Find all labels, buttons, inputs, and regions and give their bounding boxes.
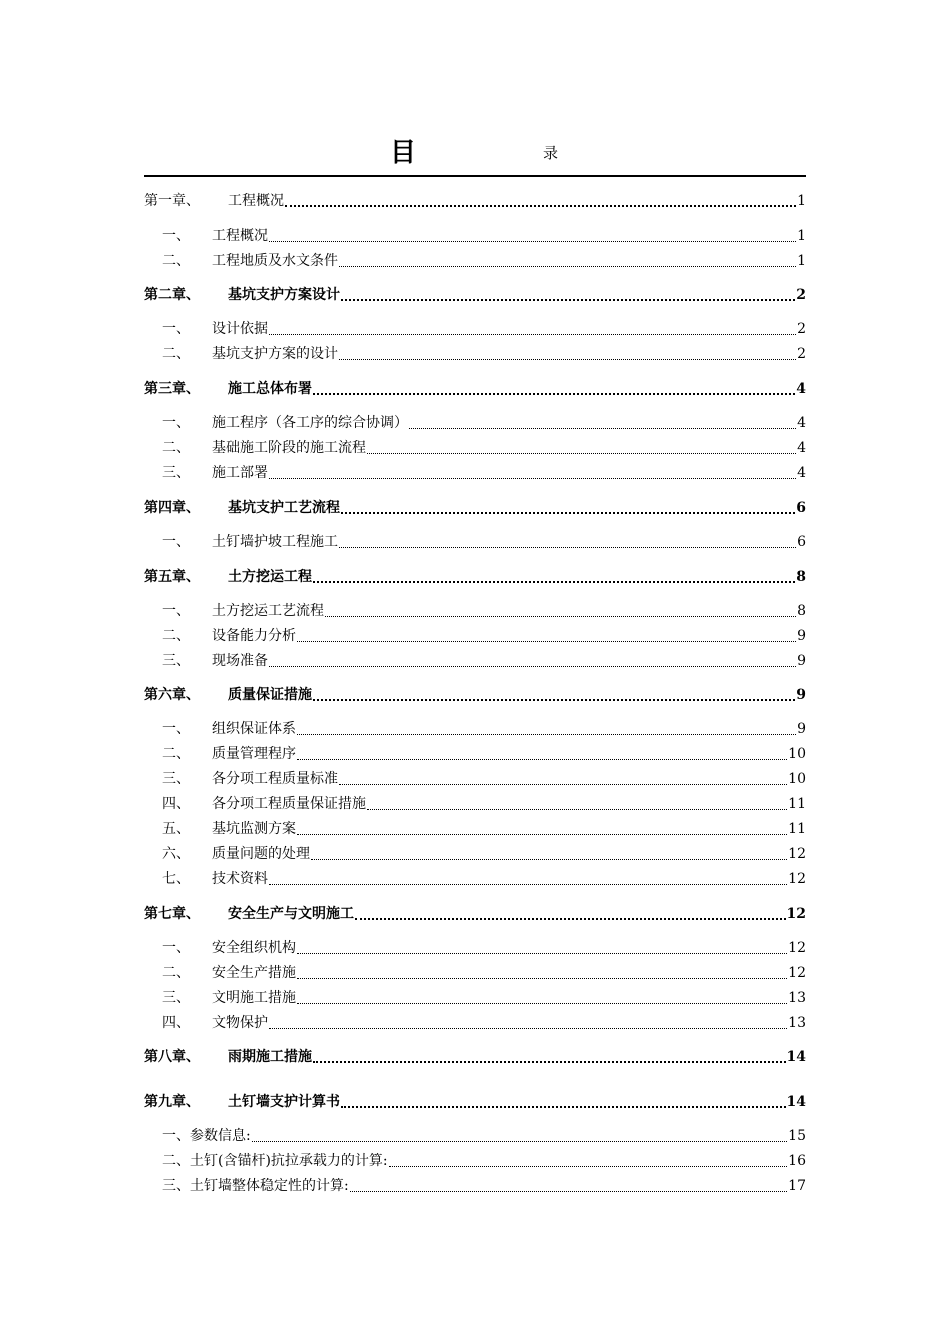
toc-entry-page: 13 [788, 990, 806, 1006]
title-divider [144, 175, 806, 177]
toc-leader-dots [355, 904, 786, 920]
toc-entry-number: 一、 [162, 228, 190, 244]
toc-section-entry[interactable] [144, 868, 806, 888]
toc-leader-dots [269, 1014, 787, 1029]
toc-section-entry[interactable] [144, 962, 806, 982]
toc-entry-number: 第七章、 [144, 906, 200, 922]
toc-entry-label: 基础施工阶段的施工流程 [212, 440, 366, 456]
toc-entry-number: 五、 [162, 821, 190, 837]
toc-entry-number: 二、 [162, 746, 190, 762]
toc-chapter-entry[interactable] [144, 566, 806, 586]
toc-entry-page: 11 [788, 821, 806, 837]
toc-entry-label: 质量管理程序 [212, 746, 296, 762]
toc-entry-label: 土方挖运工程 [228, 569, 312, 585]
toc-section-entry[interactable] [144, 768, 806, 788]
toc-leader-dots [339, 345, 796, 360]
toc-leader-dots [297, 745, 787, 760]
toc-entry-label: 工程概况 [212, 228, 268, 244]
toc-entry-label: 基坑监测方案 [212, 821, 296, 837]
toc-entry-page: 13 [788, 1015, 806, 1031]
toc-entry-number: 二、 [162, 965, 190, 981]
toc-leader-dots [297, 939, 787, 954]
toc-entry-number: 六、 [162, 846, 190, 862]
toc-chapter-entry[interactable] [144, 378, 806, 398]
toc-chapter-entry[interactable] [144, 284, 806, 304]
toc-entry-page: 9 [797, 628, 806, 644]
toc-entry-label: 基坑支护工艺流程 [228, 500, 340, 516]
toc-leader-dots [285, 191, 796, 207]
toc-leader-dots [313, 567, 795, 583]
toc-entry-number: 二、 [162, 440, 190, 456]
toc-chapter-entry[interactable] [144, 190, 806, 210]
toc-section-entry[interactable] [144, 1175, 806, 1195]
toc-entry-page: 6 [797, 534, 806, 550]
toc-entry-page: 16 [788, 1153, 806, 1169]
toc-entry-page: 1 [797, 193, 806, 209]
toc-entry-label: 设备能力分析 [212, 628, 296, 644]
toc-section-entry[interactable] [144, 225, 806, 245]
toc-entry-page: 4 [796, 381, 806, 397]
toc-entry-page: 12 [788, 965, 806, 981]
toc-entry-page: 12 [788, 871, 806, 887]
toc-section-entry[interactable] [144, 462, 806, 482]
toc-section-entry[interactable] [144, 250, 806, 270]
toc-entry-number: 第八章、 [144, 1049, 200, 1065]
toc-leader-dots [367, 439, 796, 454]
toc-leader-dots [313, 379, 795, 395]
toc-entry-number: 二、 [162, 346, 190, 362]
toc-entry-number: 七、 [162, 871, 190, 887]
toc-entry-label: 基坑支护方案设计 [228, 287, 340, 303]
toc-entry-label: 各分项工程质量标准 [212, 771, 338, 787]
toc-section-entry[interactable] [144, 818, 806, 838]
toc-entry-label: 三、土钉墙整体稳定性的计算: [162, 1178, 349, 1194]
toc-leader-dots [341, 1092, 786, 1108]
toc-entry-label: 质量保证措施 [228, 687, 312, 703]
toc-entry-number: 三、 [162, 771, 190, 787]
toc-entry-label: 一、参数信息: [162, 1128, 251, 1144]
toc-section-entry[interactable] [144, 937, 806, 957]
toc-entry-page: 4 [797, 465, 806, 481]
toc-entry-page: 8 [797, 603, 806, 619]
toc-entry-number: 第二章、 [144, 287, 200, 303]
toc-entry-label: 雨期施工措施 [228, 1049, 312, 1065]
toc-entry-label: 技术资料 [212, 871, 268, 887]
toc-entry-page: 1 [797, 253, 806, 269]
toc-leader-dots [389, 1152, 788, 1167]
toc-entry-number: 第五章、 [144, 569, 200, 585]
toc-section-entry[interactable] [144, 743, 806, 763]
toc-leader-dots [297, 820, 787, 835]
toc-leader-dots [297, 720, 796, 735]
toc-entry-page: 17 [788, 1178, 806, 1194]
toc-entry-number: 三、 [162, 653, 190, 669]
toc-leader-dots [341, 285, 795, 301]
toc-chapter-entry[interactable] [144, 684, 806, 704]
toc-entry-label: 施工部署 [212, 465, 268, 481]
toc-leader-dots [313, 1047, 786, 1063]
toc-leader-dots [325, 602, 796, 617]
toc-leader-dots [269, 227, 796, 242]
toc-leader-dots [269, 320, 796, 335]
toc-entry-number: 一、 [162, 321, 190, 337]
toc-entry-number: 二、 [162, 253, 190, 269]
toc-section-entry[interactable] [144, 843, 806, 863]
toc-entry-page: 11 [788, 796, 806, 812]
toc-title-secondary: 录 [543, 144, 559, 162]
toc-entry-page: 2 [796, 287, 806, 303]
toc-leader-dots [409, 414, 796, 429]
toc-entry-label: 安全生产与文明施工 [228, 906, 354, 922]
toc-leader-dots [297, 627, 796, 642]
toc-entry-label: 土钉墙支护计算书 [228, 1094, 340, 1110]
toc-entry-label: 施工程序（各工序的综合协调） [212, 415, 408, 431]
toc-entry-label: 安全生产措施 [212, 965, 296, 981]
toc-entry-page: 9 [796, 687, 806, 703]
toc-entry-page: 12 [786, 906, 806, 922]
toc-entry-number: 一、 [162, 534, 190, 550]
toc-section-entry[interactable] [144, 1150, 806, 1170]
toc-section-entry[interactable] [144, 793, 806, 813]
toc-section-entry[interactable] [144, 531, 806, 551]
toc-leader-dots [350, 1177, 787, 1192]
toc-entry-page: 6 [796, 500, 806, 516]
toc-entry-number: 一、 [162, 603, 190, 619]
toc-entry-page: 12 [788, 846, 806, 862]
toc-entry-number: 三、 [162, 990, 190, 1006]
toc-entry-page: 4 [797, 440, 806, 456]
toc-entry-page: 10 [788, 746, 806, 762]
toc-leader-dots [297, 964, 787, 979]
toc-entry-page: 14 [786, 1094, 806, 1110]
toc-entry-page: 12 [788, 940, 806, 956]
toc-entry-number: 一、 [162, 940, 190, 956]
toc-entry-label: 工程概况 [228, 193, 284, 209]
toc-entry-page: 1 [797, 228, 806, 244]
toc-section-entry[interactable] [144, 1012, 806, 1032]
toc-leader-dots [367, 795, 787, 810]
toc-entry-number: 第一章、 [144, 193, 200, 209]
toc-entry-number: 四、 [162, 796, 190, 812]
toc-leader-dots [311, 845, 787, 860]
toc-entry-label: 组织保证体系 [212, 721, 296, 737]
toc-leader-dots [339, 533, 796, 548]
toc-leader-dots [313, 685, 795, 701]
toc-entry-label: 各分项工程质量保证措施 [212, 796, 366, 812]
toc-entry-label: 土钉墙护坡工程施工 [212, 534, 338, 550]
toc-leader-dots [269, 870, 787, 885]
toc-section-entry[interactable] [144, 318, 806, 338]
toc-entry-label: 工程地质及水文条件 [212, 253, 338, 269]
toc-section-entry[interactable] [144, 625, 806, 645]
toc-entry-page: 8 [796, 569, 806, 585]
toc-entry-label: 质量问题的处理 [212, 846, 310, 862]
toc-entry-page: 9 [797, 721, 806, 737]
toc-entry-page: 2 [797, 321, 806, 337]
toc-entry-label: 土方挖运工艺流程 [212, 603, 324, 619]
toc-section-entry[interactable] [144, 650, 806, 670]
toc-entry-number: 第九章、 [144, 1094, 200, 1110]
toc-chapter-entry[interactable] [144, 497, 806, 517]
toc-section-entry[interactable] [144, 600, 806, 620]
toc-entry-label: 施工总体布署 [228, 381, 312, 397]
toc-section-entry[interactable] [144, 987, 806, 1007]
toc-entry-number: 第三章、 [144, 381, 200, 397]
toc-entry-label: 文物保护 [212, 1015, 268, 1031]
toc-leader-dots [339, 770, 787, 785]
toc-entry-number: 第四章、 [144, 500, 200, 516]
toc-section-entry[interactable] [144, 718, 806, 738]
toc-entry-number: 一、 [162, 415, 190, 431]
toc-entry-number: 第六章、 [144, 687, 200, 703]
toc-leader-dots [269, 652, 796, 667]
toc-entry-page: 14 [786, 1049, 806, 1065]
toc-entry-page: 2 [797, 346, 806, 362]
toc-section-entry[interactable] [144, 343, 806, 363]
toc-section-entry[interactable] [144, 437, 806, 457]
toc-entry-number: 三、 [162, 465, 190, 481]
toc-title-main: 目 [390, 138, 417, 168]
toc-section-entry[interactable] [144, 412, 806, 432]
toc-entry-label: 设计依据 [212, 321, 268, 337]
toc-entry-label: 二、土钉(含锚杆)抗拉承载力的计算: [162, 1153, 388, 1169]
toc-leader-dots [269, 464, 796, 479]
toc-title [0, 130, 950, 170]
toc-entry-number: 四、 [162, 1015, 190, 1031]
toc-chapter-entry[interactable] [144, 1091, 806, 1111]
toc-entry-number: 一、 [162, 721, 190, 737]
toc-leader-dots [252, 1127, 787, 1142]
toc-entry-number: 二、 [162, 628, 190, 644]
toc-entry-label: 文明施工措施 [212, 990, 296, 1006]
toc-entry-page: 4 [797, 415, 806, 431]
toc-leader-dots [341, 498, 795, 514]
toc-chapter-entry[interactable] [144, 1046, 806, 1066]
toc-leader-dots [297, 989, 787, 1004]
toc-entry-label: 现场准备 [212, 653, 268, 669]
toc-entry-label: 安全组织机构 [212, 940, 296, 956]
toc-entry-page: 15 [788, 1128, 806, 1144]
toc-entry-label: 基坑支护方案的设计 [212, 346, 338, 362]
toc-entry-page: 9 [797, 653, 806, 669]
toc-leader-dots [339, 252, 796, 267]
toc-entry-page: 10 [788, 771, 806, 787]
toc-chapter-entry[interactable] [144, 903, 806, 923]
toc-section-entry[interactable] [144, 1125, 806, 1145]
